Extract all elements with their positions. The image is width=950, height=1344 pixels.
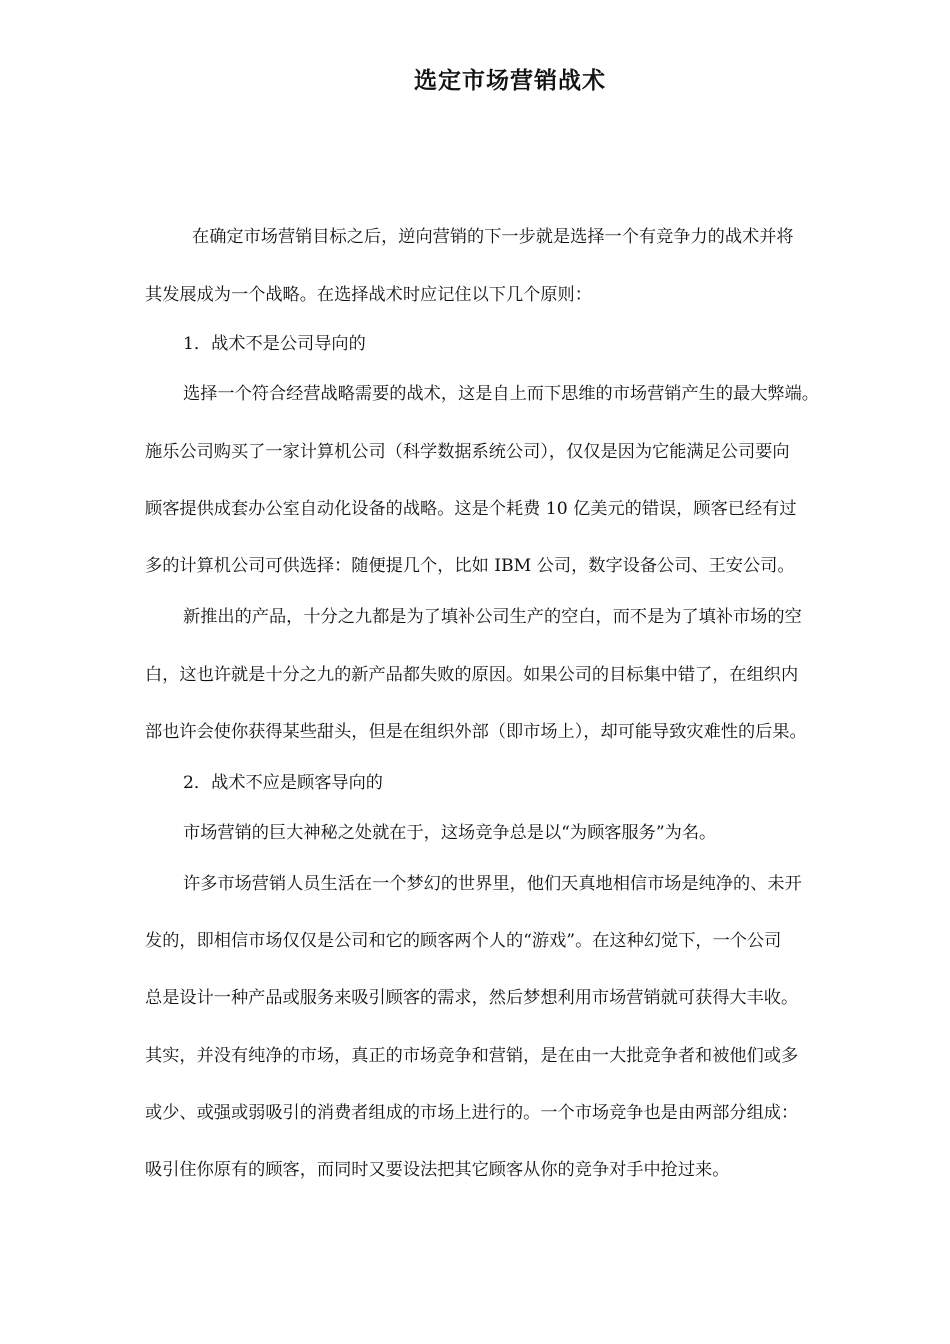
paragraph-line: 在确定市场营销目标之后，逆向营销的下一步就是选择一个有竞争力的战术并将 xyxy=(192,227,794,247)
paragraph-line: 其发展成为一个战略。在选择战术时应记住以下几个原则： xyxy=(145,285,592,305)
paragraph-line: 施乐公司购买了一家计算机公司（科学数据系统公司），仅仅是因为它能满足公司要向 xyxy=(145,442,790,462)
paragraph-line: 或少、或强或弱吸引的消费者组成的市场上进行的。一个市场竞争也是由两部分组成： xyxy=(145,1103,799,1123)
section-heading: 1．战术不是公司导向的 xyxy=(183,334,366,354)
paragraph-line: 吸引住你原有的顾客，而同时又要设法把其它顾客从你的竞争对手中抢过来。 xyxy=(145,1160,730,1180)
paragraph-line: 顾客提供成套办公室自动化设备的战略。这是个耗费 10 亿美元的错误，顾客已经有过 xyxy=(145,499,797,519)
paragraph-line: 新推出的产品，十分之九都是为了填补公司生产的空白，而不是为了填补市场的空 xyxy=(183,607,802,627)
document-title: 选定市场营销战术 xyxy=(414,68,606,94)
paragraph-line: 市场营销的巨大神秘之处就在于，这场竞争总是以“为顾客服务”为名。 xyxy=(183,823,717,843)
paragraph-line: 多的计算机公司可供选择：随便提几个，比如 IBM 公司，数字设备公司、王安公司。 xyxy=(145,556,795,576)
paragraph-line: 部也许会使你获得某些甜头，但是在组织外部（即市场上），却可能导致灾难性的后果。 xyxy=(145,722,807,742)
paragraph-line: 发的，即相信市场仅仅是公司和它的顾客两个人的“游戏”。在这种幻觉下，一个公司 xyxy=(145,931,782,951)
paragraph-line: 其实，并没有纯净的市场，真正的市场竞争和营销，是在由一大批竞争者和被他们或多 xyxy=(145,1046,799,1066)
paragraph-line: 白，这也许就是十分之九的新产品都失败的原因。如果公司的目标集中错了，在组织内 xyxy=(145,665,799,685)
paragraph-line: 许多市场营销人员生活在一个梦幻的世界里，他们天真地相信市场是纯净的、未开 xyxy=(183,874,802,894)
section-heading: 2．战术不应是顾客导向的 xyxy=(183,773,383,793)
paragraph-line: 总是设计一种产品或服务来吸引顾客的需求，然后梦想利用市场营销就可获得大丰收。 xyxy=(145,988,799,1008)
paragraph-line: 选择一个符合经营战略需要的战术，这是自上而下思维的市场营销产生的最大弊端。 xyxy=(183,384,819,404)
